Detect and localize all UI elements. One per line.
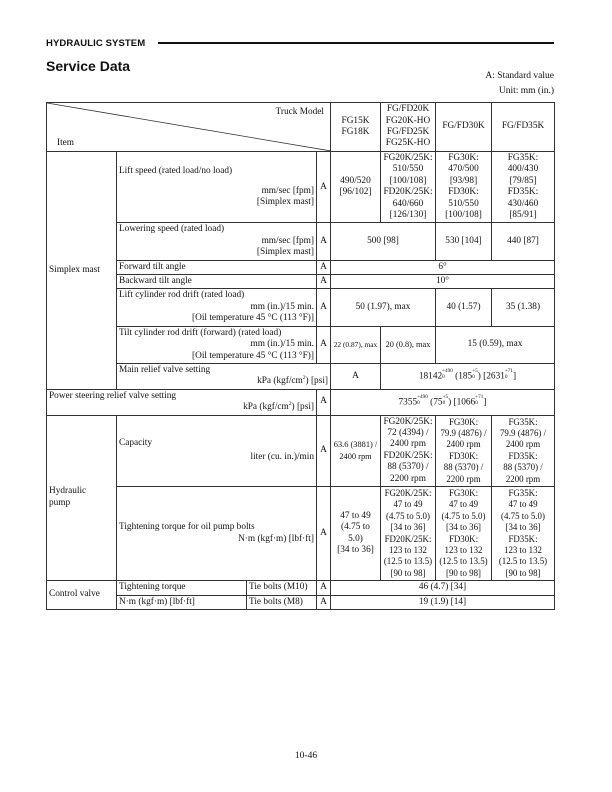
page-title: Service Data	[46, 58, 131, 74]
tie-bolts-m8-label: Tie bolts (M8)	[247, 595, 317, 609]
table-row	[47, 595, 555, 609]
power-steering-label: Power steering relief valve setting	[49, 390, 177, 401]
table-row	[47, 363, 555, 389]
power-steering-value: 7355 +490 0 (75 +5 0 ) [1066 +71 0 ]	[331, 389, 555, 415]
main-relief-cell	[117, 363, 331, 389]
capacity-unit: liter (cu. in.)/min	[250, 451, 314, 462]
code-a: A	[317, 581, 331, 595]
simplex-mast-label: Simplex mast	[47, 152, 117, 390]
item-label: Item	[57, 137, 75, 148]
tilt-drift-cell	[117, 326, 317, 363]
table-cell: 63.6 (3881) / 2400 rpm	[331, 415, 381, 486]
lift-speed-unit: mm/sec [fpm]	[261, 185, 314, 196]
code-a: A	[317, 415, 331, 486]
table-row	[47, 275, 555, 289]
forward-tilt-label: Forward tilt angle	[117, 260, 317, 274]
table-cell: 40 (1.57)	[436, 289, 492, 326]
code-a: A	[317, 595, 331, 609]
table-cell: 20 (0.8), max	[381, 326, 436, 363]
table-cell: FG20K/25K: 510/550 [100/108] FD20K/25K: 640/660 [126/130]	[381, 152, 436, 223]
tilt-drift-unit: mm (in.)/15 min.	[250, 339, 314, 350]
code-a: A	[317, 223, 331, 260]
power-steering-cell	[47, 389, 317, 415]
table-cell: FG20K/25K: 47 to 49 (4.75 to 5.0) [34 to 36] FD20K/25K: 123 to 132 (12.5 to 13.5) [90 to 98]	[381, 486, 436, 580]
model-fg-fd35k: FG/FD35K	[492, 103, 555, 152]
code-a: A	[317, 486, 331, 580]
main-relief-label: Main relief valve setting	[119, 364, 211, 375]
table-row	[47, 415, 555, 486]
tilt-drift-label: Tilt cylinder rod drift (forward) (rated load)	[119, 327, 282, 338]
header-rule	[158, 42, 554, 44]
lowering-speed-cell	[117, 223, 317, 260]
service-data-table	[46, 102, 555, 610]
power-steering-unit: kPa $(kgf/cm^2)$ [psi]	[243, 401, 314, 413]
pump-torque-unit: N·m (kgf·m) [lbf·ft]	[238, 533, 314, 544]
table-cell: FG35K: 400/430 [79/85] FD35K: 430/460 [85/91]	[492, 152, 555, 223]
table-row	[47, 389, 555, 415]
lift-drift-unit: mm (in.)/15 min.	[250, 301, 314, 312]
table-cell: 50 (1.97), max	[331, 289, 436, 326]
pump-torque-cell	[117, 486, 317, 580]
lift-drift-condition: [Oil temperature 45 °C (113 °F)]	[192, 313, 314, 324]
code-a: A	[317, 389, 331, 415]
table-row	[47, 260, 555, 274]
standard-value-note: A: Standard value	[485, 71, 554, 81]
header-row	[47, 103, 555, 152]
code-a: A	[317, 289, 331, 326]
tie-bolts-m10-label: Tie bolts (M10)	[247, 581, 317, 595]
model-fg15k-fg18k: FG15K FG18K	[331, 103, 381, 152]
table-cell: 46 (4.7) [34]	[331, 581, 555, 595]
lowering-speed-unit: mm/sec [fpm]	[261, 235, 314, 246]
table-cell: FG30K: 470/500 [93/98] FD30K: 510/550 [100/108]	[436, 152, 492, 223]
unit-note: Unit: mm (in.)	[498, 86, 554, 96]
code-a: A	[317, 152, 331, 223]
table-cell: 440 [87]	[492, 223, 555, 260]
model-fg-fd20k-25k: FG/FD20K FG20K-HO FG/FD25K FG25K-HO	[381, 103, 436, 152]
table-cell: FG20K/25K: 72 (4394) / 2400 rpm FD20K/25K: 88 (5370) / 2200 rpm	[381, 415, 436, 486]
page-number: 10-46	[294, 751, 318, 761]
truck-model-label: Truck Model	[275, 107, 324, 117]
table-row	[47, 223, 555, 260]
table-row	[47, 326, 555, 363]
table-cell: 490/520 [96/102]	[331, 152, 381, 223]
table-cell: FG35K: 47 to 49 (4.75 to 5.0) [34 to 36] FD35K: 123 to 132 (12.5 to 13.5) [90 to 98]	[492, 486, 555, 580]
pump-torque-label: Tightening torque for oil pump bolts	[119, 522, 255, 533]
lift-drift-label: Lift cylinder rod drift (rated load)	[119, 290, 245, 301]
capacity-cell	[117, 415, 317, 486]
table-cell: 6°	[331, 260, 555, 274]
diagonal-header-cell	[47, 103, 331, 152]
backward-tilt-label: Backward tilt angle	[117, 275, 317, 289]
code-a: A	[317, 275, 331, 289]
table-cell: 10°	[331, 275, 555, 289]
lift-drift-cell	[117, 289, 317, 326]
control-valve-label: Control valve	[47, 581, 117, 610]
code-a: A	[317, 260, 331, 274]
main-relief-value: 18142 +490 0 (185 +5 0 ) [2631 +71 0 ]	[381, 363, 555, 389]
code-a: A	[317, 326, 331, 363]
table-cell: 500 [98]	[331, 223, 436, 260]
table-cell: 22 (0.87), max	[331, 326, 381, 363]
table-cell: 19 (1.9) [14]	[331, 595, 555, 609]
hydraulic-pump-label: Hydraulic pump	[47, 415, 117, 581]
table-cell: 530 [104]	[436, 223, 492, 260]
table-cell: FG30K: 79.9 (4876) / 2400 rpm FD30K: 88 (5370) / 2200 rpm	[436, 415, 492, 486]
table-cell: 47 to 49 (4.75 to 5.0) [34 to 36]	[331, 486, 381, 580]
lowering-speed-qualifier: [Simplex mast]	[256, 247, 314, 258]
tilt-drift-condition: [Oil temperature 45 °C (113 °F)]	[192, 350, 314, 361]
table-cell: FG35K: 79.9 (4876) / 2400 rpm FD35K: 88 (5370) / 2200 rpm	[492, 415, 555, 486]
lift-speed-qualifier: [Simplex mast]	[256, 196, 314, 207]
model-fg-fd30k: FG/FD30K	[436, 103, 492, 152]
table-row	[47, 152, 555, 223]
lowering-speed-label: Lowering speed (rated load)	[119, 224, 225, 235]
lift-speed-cell	[117, 152, 317, 223]
table-cell: FG30K: 47 to 49 (4.75 to 5.0) [34 to 36] FD30K: 123 to 132 (12.5 to 13.5) [90 to 98]	[436, 486, 492, 580]
table-row	[47, 486, 555, 580]
capacity-label: Capacity	[119, 438, 153, 449]
main-relief-unit: kPa $(kgf/cm^2)$ [psi]	[257, 375, 328, 387]
table-cell: 15 (0.59), max	[436, 326, 555, 363]
table-row	[47, 289, 555, 326]
control-valve-torque-unit: N·m (kgf·m) [lbf·ft]	[117, 595, 247, 609]
section-header: HYDRAULIC SYSTEM	[46, 38, 146, 49]
table-row	[47, 581, 555, 595]
lift-speed-label: Lift speed (rated load/no load)	[119, 166, 233, 177]
table-cell: 35 (1.38)	[492, 289, 555, 326]
code-a: A	[331, 363, 381, 389]
control-valve-torque-label: Tightening torque	[117, 581, 247, 595]
